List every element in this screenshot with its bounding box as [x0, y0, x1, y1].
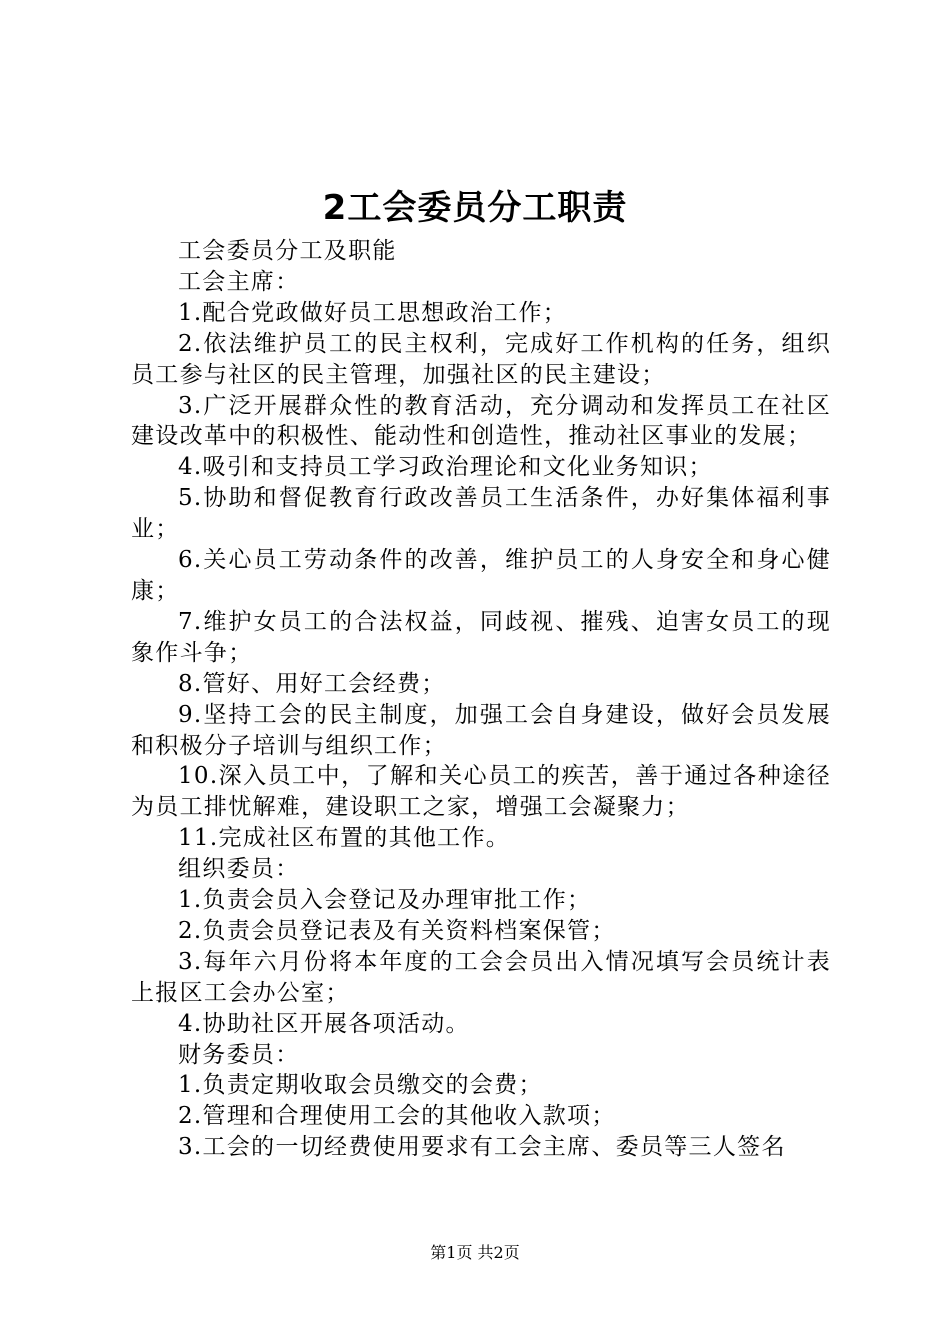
paragraph: 工会委员分工及职能 [178, 238, 397, 264]
paragraph: 9.坚持工会的民主制度，加强工会自身建设，做好会员发展和积极分子培训与组织工作； [131, 701, 831, 759]
document-title: 2工会委员分工职责 [322, 188, 628, 228]
paragraph: 3.广泛开展群众性的教育活动，充分调动和发挥员工在社区建设改革中的积极性、能动性和创造性，推动社区事业的发展； [131, 392, 831, 450]
page-indicator: 第1页 共2页 [430, 1243, 520, 1262]
paragraph: 2.负责会员登记表及有关资料档案保管； [178, 917, 616, 944]
paragraph: 2.管理和合理使用工会的其他收入款项； [178, 1103, 616, 1130]
paragraph: 工会主席： [178, 268, 300, 295]
paragraph: 1.负责会员入会登记及办理审批工作； [178, 887, 592, 914]
paragraph: 3.每年六月份将本年度的工会会员出入情况填写会员统计表上报区工会办公室； [131, 948, 831, 1006]
paragraph: 3.工会的一切经费使用要求有工会主席、委员等三人签名 [178, 1134, 786, 1161]
paragraph: 组织委员： [178, 856, 300, 883]
paragraph: 财务委员： [178, 1041, 300, 1068]
paragraph: 2.依法维护员工的民主权利，完成好工作机构的任务，组织员工参与社区的民主管理，加强社区的民主建设； [131, 330, 831, 388]
paragraph: 11.完成社区布置的其他工作。 [178, 825, 511, 852]
paragraph: 4.吸引和支持员工学习政治理论和文化业务知识； [178, 454, 713, 481]
paragraph: 10.深入员工中，了解和关心员工的疾苦，善于通过各种途径为员工排忧解难，建设职工之家，增强工会凝聚力； [131, 763, 831, 821]
paragraph: 6.关心员工劳动条件的改善，维护员工的人身安全和身心健康； [131, 547, 831, 604]
paragraph: 5.协助和督促教育行政改善员工生活条件，办好集体福利事业； [131, 485, 831, 543]
document-body [131, 236, 831, 1163]
paragraph: 8.管好、用好工会经费； [178, 670, 446, 697]
paragraph: 1.配合党政做好员工思想政治工作； [178, 299, 568, 326]
paragraph: 7.维护女员工的合法权益，同歧视、摧残、迫害女员工的现象作斗争； [131, 608, 831, 666]
paragraph: 4.协助社区开展各项活动。 [178, 1010, 470, 1037]
paragraph: 1.负责定期收取会员缴交的会费； [178, 1072, 543, 1099]
